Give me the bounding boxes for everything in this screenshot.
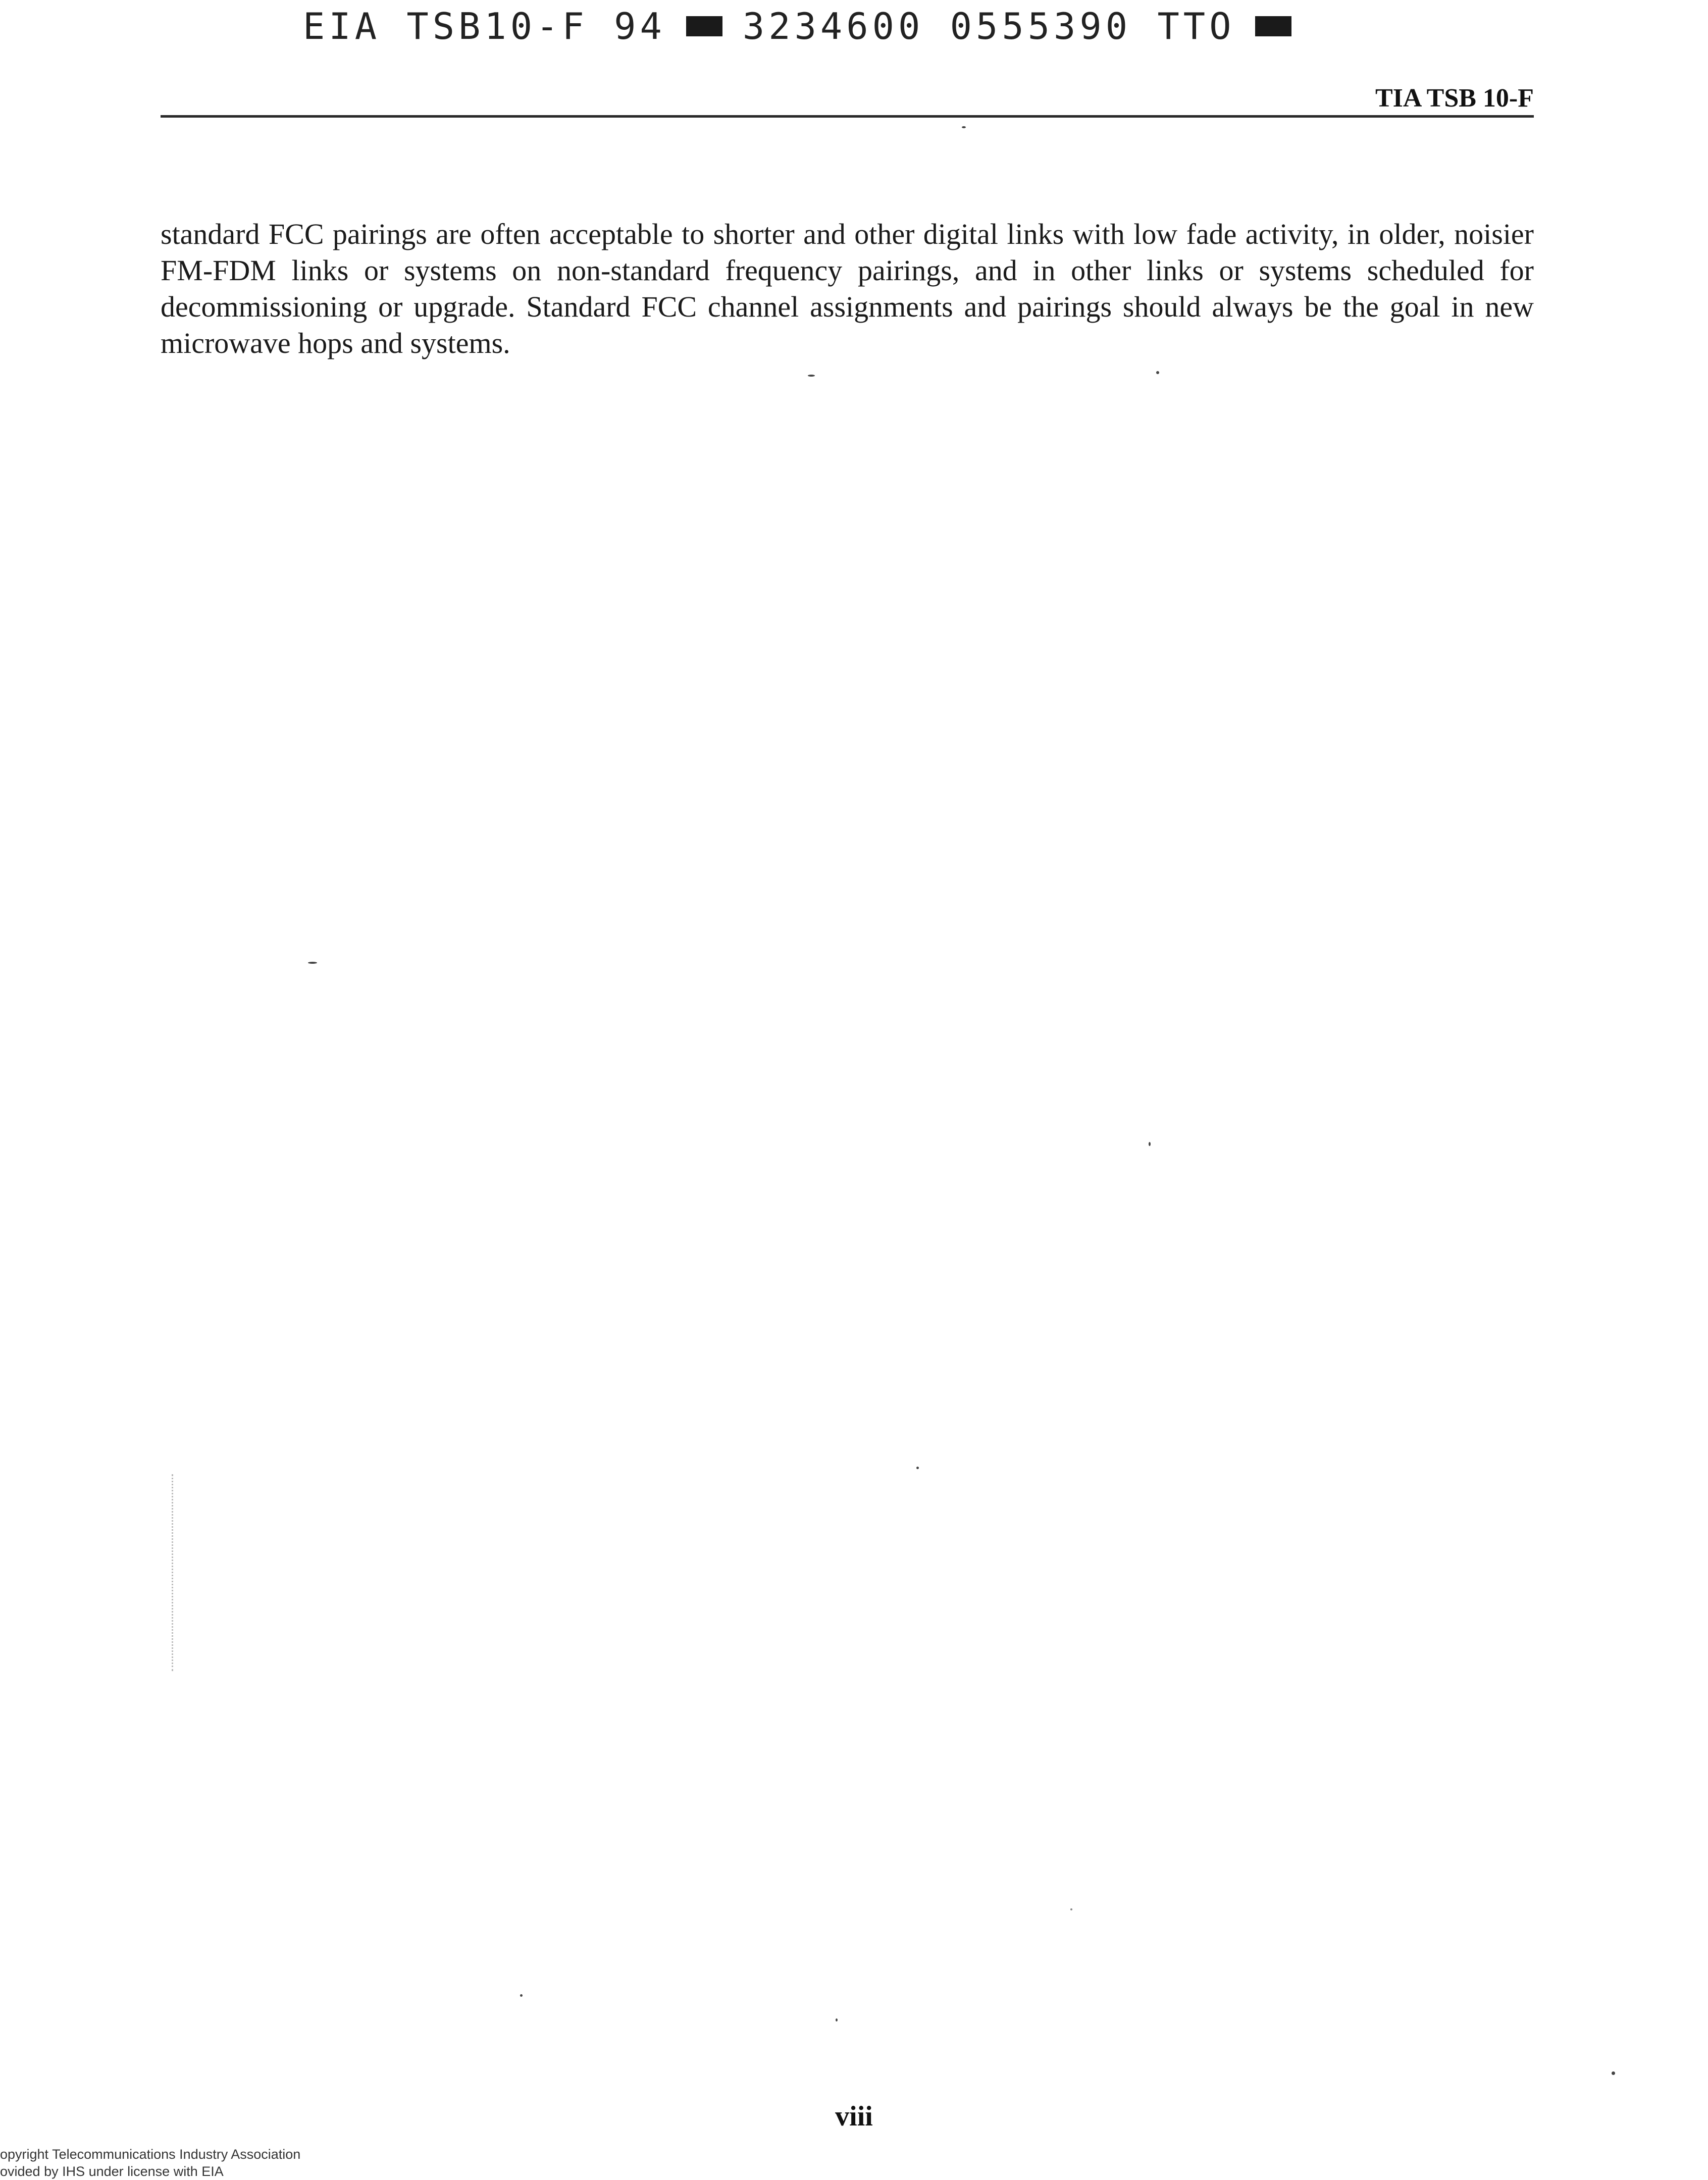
copyright-notice — [0, 2146, 300, 2180]
scan-header — [303, 5, 1291, 47]
scan-speck — [808, 375, 815, 377]
scan-speck — [836, 2018, 838, 2021]
page-number: viii — [835, 2101, 873, 2132]
scan-bar-mark — [1255, 16, 1291, 36]
scan-header-right-code: 3234600 0555390 TTO — [742, 5, 1235, 47]
scan-header-left-code: EIA TSB10-F 94 — [303, 5, 666, 47]
scan-speck — [308, 962, 317, 964]
copyright-line: ovided by IHS under license with EIA — [0, 2164, 224, 2179]
scan-speck — [1070, 1908, 1072, 1910]
copyright-line: opyright Telecommunications Industry Association — [0, 2147, 301, 2162]
scan-dotted-strip — [172, 1474, 173, 1671]
scan-speck — [916, 1467, 919, 1469]
body-paragraph: standard FCC pairings are often acceptable to shorter and other digital links with low fade activity, in older, noisier FM-FDM links or systems on non-standard frequency pairings, and in other links or systems scheduled for decommissioning or upgrade. Standard FCC channel assignments and pairings should always be the goal in new microwave hops and systems. — [161, 218, 1534, 359]
scan-bar-mark — [686, 16, 722, 36]
scan-speck — [1612, 2071, 1615, 2075]
scan-speck — [1156, 371, 1159, 374]
document-id: TIA TSB 10-F — [1375, 84, 1534, 113]
header-rule — [161, 115, 1534, 118]
scan-speck — [520, 1994, 523, 1997]
scan-speck — [1149, 1142, 1151, 1146]
scan-speck — [962, 126, 966, 128]
